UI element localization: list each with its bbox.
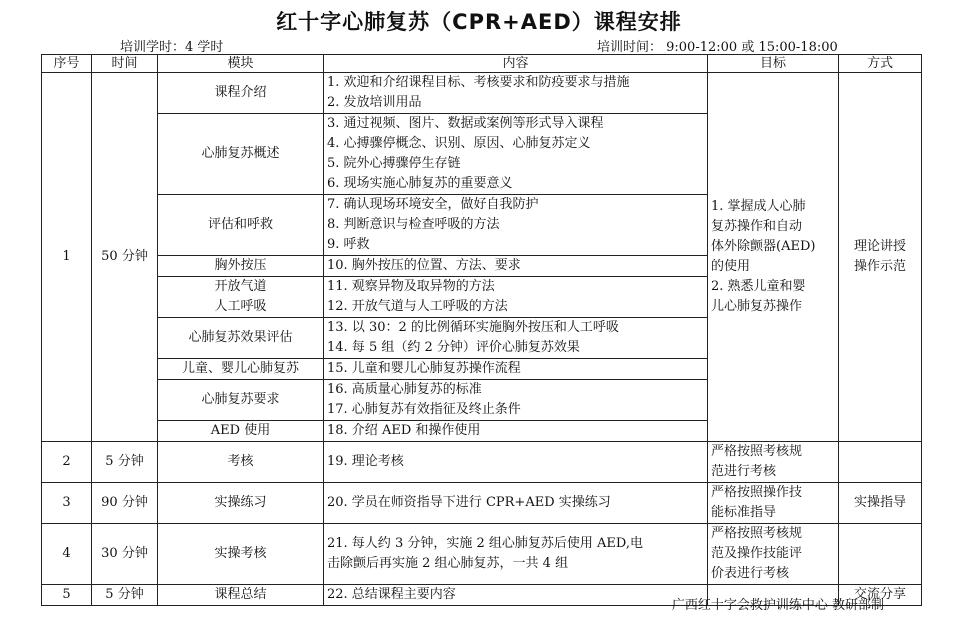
- module-name: [158, 277, 324, 318]
- goal-line: 严格按照操作技: [711, 485, 803, 500]
- row-no: 1: [42, 73, 92, 442]
- content-item: 击除颤后再实施 2 组心肺复苏，一共 4 组: [327, 556, 569, 571]
- row-no: 2: [42, 442, 92, 483]
- module-content: [324, 421, 708, 442]
- page-title: 红十字心肺复苏（CPR+AED）课程安排: [276, 10, 682, 34]
- goal-cell: [708, 483, 839, 524]
- content-item: 14. 每 5 组（约 2 分钟）评价心肺复苏效果: [327, 340, 580, 355]
- content-item: 1. 欢迎和介绍课程目标、考核要求和防疫要求与措施: [327, 75, 630, 90]
- module-content: [324, 359, 708, 380]
- module-name: 考核: [158, 442, 324, 483]
- goal-line: 2. 熟悉儿童和婴: [711, 279, 806, 294]
- row-time: 50 分钟: [92, 73, 158, 442]
- goal-line: 价表进行考核: [711, 566, 790, 581]
- table-row: [42, 442, 922, 483]
- table-row: [42, 73, 922, 114]
- goal-cell: [708, 524, 839, 585]
- module-name: 心肺复苏要求: [158, 380, 324, 421]
- goal-line: 能标准指导: [711, 505, 777, 520]
- training-hours: 培训学时：4 学时: [120, 40, 224, 55]
- row-time: 5 分钟: [92, 442, 158, 483]
- module-content: [324, 585, 708, 606]
- schedule-table: [41, 54, 922, 606]
- content-item: 20. 学员在师资指导下进行 CPR+AED 实操练习: [327, 495, 611, 510]
- content-item: 2. 发放培训用品: [327, 95, 422, 110]
- module-content: [324, 277, 708, 318]
- content-item: 16. 高质量心肺复苏的标准: [327, 382, 482, 397]
- goal-line: 范及操作技能评: [711, 546, 803, 561]
- header-goal: 目标: [708, 55, 839, 73]
- table-row: [42, 524, 922, 585]
- method-cell: [839, 73, 922, 442]
- goal-line: 范进行考核: [711, 464, 777, 479]
- module-content: [324, 114, 708, 195]
- module-name: 心肺复苏效果评估: [158, 318, 324, 359]
- content-item: 17. 心肺复苏有效指征及终止条件: [327, 402, 521, 417]
- training-time: 培训时间： 9:00-12:00 或 15:00-18:00: [597, 40, 838, 55]
- row-time: 30 分钟: [92, 524, 158, 585]
- goal-line: 复苏操作和自动: [711, 219, 803, 234]
- module-content: [324, 73, 708, 114]
- method-cell: 实操指导: [839, 483, 922, 524]
- content-item: 22. 总结课程主要内容: [327, 587, 456, 602]
- module-name-line: 开放气道: [214, 279, 267, 294]
- goal-line: 1. 掌握成人心肺: [711, 199, 806, 214]
- content-item: 19. 理论考核: [327, 454, 404, 469]
- module-name: 评估和呼救: [158, 195, 324, 256]
- header-time: 时间: [92, 55, 158, 73]
- method-cell: [839, 442, 922, 483]
- method-line: 操作示范: [853, 259, 906, 274]
- content-item: 7. 确认现场环境安全，做好自我防护: [327, 197, 539, 212]
- content-item: 15. 儿童和婴儿心肺复苏操作流程: [327, 361, 521, 376]
- module-name: 课程介绍: [158, 73, 324, 114]
- module-name: 儿童、婴儿心肺复苏: [158, 359, 324, 380]
- module-name: 课程总结: [158, 585, 324, 606]
- method-cell: [839, 524, 922, 585]
- goal-line: 的使用: [711, 259, 751, 274]
- goal-cell: [708, 73, 839, 442]
- module-content: [324, 442, 708, 483]
- header-method: 方式: [839, 55, 922, 73]
- table-row: [42, 483, 922, 524]
- content-item: 13. 以 30：2 的比例循环实施胸外按压和人工呼吸: [327, 320, 619, 335]
- content-item: 3. 通过视频、图片、数据或案例等形式导入课程: [327, 116, 604, 131]
- footer-credit: 广西红十字会救护训练中心 教研部制: [671, 598, 884, 613]
- module-content: [324, 483, 708, 524]
- method-cell: 交流分享: [839, 585, 922, 606]
- table-header-row: [42, 55, 922, 73]
- content-item: 12. 开放气道与人工呼吸的方法: [327, 299, 508, 314]
- row-time: 90 分钟: [92, 483, 158, 524]
- goal-line: 体外除颤器(AED): [711, 239, 816, 254]
- row-no: 4: [42, 524, 92, 585]
- goal-cell: [708, 442, 839, 483]
- module-content: [324, 256, 708, 277]
- module-name: 实操考核: [158, 524, 324, 585]
- content-item: 8. 判断意识与检查呼吸的方法: [327, 217, 500, 232]
- goal-line: 儿心肺复苏操作: [711, 299, 803, 314]
- content-item: 9. 呼救: [327, 237, 370, 252]
- module-name: 心肺复苏概述: [158, 114, 324, 195]
- row-no: 5: [42, 585, 92, 606]
- row-no: 3: [42, 483, 92, 524]
- module-name: 实操练习: [158, 483, 324, 524]
- content-item: 11. 观察异物及取异物的方法: [327, 279, 495, 294]
- row-time: 5 分钟: [92, 585, 158, 606]
- module-name: AED 使用: [158, 421, 324, 442]
- content-item: 5. 院外心搏骤停生存链: [327, 156, 461, 171]
- module-content: [324, 380, 708, 421]
- method-line: 理论讲授: [853, 239, 906, 254]
- content-item: 4. 心搏骤停概念、识别、原因、心肺复苏定义: [327, 136, 591, 151]
- module-content: [324, 318, 708, 359]
- content-item: 21. 每人约 3 分钟，实施 2 组心肺复苏后使用 AED,电: [327, 536, 643, 551]
- goal-line: 严格按照考核规: [711, 526, 803, 541]
- header-content: 内容: [324, 55, 708, 73]
- module-content: [324, 524, 708, 585]
- content-item: 18. 介绍 AED 和操作使用: [327, 423, 481, 438]
- content-item: 10. 胸外按压的位置、方法、要求: [327, 258, 521, 273]
- module-name-line: 人工呼吸: [214, 299, 267, 314]
- module-name: 胸外按压: [158, 256, 324, 277]
- module-content: [324, 195, 708, 256]
- content-item: 6. 现场实施心肺复苏的重要意义: [327, 176, 513, 191]
- header-module: 模块: [158, 55, 324, 73]
- goal-line: 严格按照考核规: [711, 444, 803, 459]
- header-no: 序号: [42, 55, 92, 73]
